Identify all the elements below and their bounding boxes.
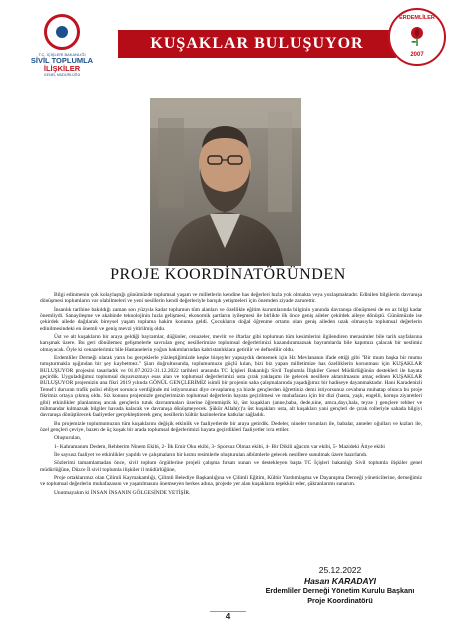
paragraph: İnsanlık tarihine bakıldığı zaman son yüzyıla kadar toplumun tüm alanları ve özellikle eğitim kurumlarında bilginin yanında davranışa dönüşmesi de en az bilgi kadar önemliydi. Sanayileşme ve akabinde teknolojinin hızla gelişmesi, ekonomik şartların iyileşmesi ile birlikte ilk önce geniş aileler çekirdek aileye dönüştü. Günümüzde ise çekirdek ailede dağılarak bireysel yaşam topluma hakim konuma geldi. Çocukların doğal öğrenme ortamı olan geniş aileden uzak olmasıyla toplumsal değerlerin edinilmesindeki en önemli ve geniş mevzi yitirilmiş oldu. [40,306,422,332]
portrait-image [150,98,301,266]
section-title: PROJE KOORDİNATÖRÜNDEN [110,266,346,283]
erdemliler-logo-name: ERDEMLİLER [399,15,435,21]
rose-icon [406,25,428,47]
signature-role: Proje Koordinatörü [307,596,373,605]
erdemliler-logo-year: 2007 [410,52,424,58]
erdemliler-logo [388,8,446,66]
paragraph: Oluşturulan, [54,435,82,442]
paragraph: İle saysısz faaliyet ve etkinlikler yapıldı ve çalışmaların bir kısmı resimlerle oluşturulan albümlerle gelecek nesillere sunulmak üzere hazırlandı. [54,451,368,458]
paragraph: Proje ortaklarımız olan Çilimli Kaymakamlığı, Çilimli Belediye Başkanlığına ve Çilimli Eğitim, Kültür Yardımlaşma ve Dayanışma Derneği yöneticilerine, derneğimiz ve toplumsal değerlerin muhafazasını ve yaşatılmasını önemseyen herkes adına, projede yer alan kuşakların teşekkür eder, şükranlarımı sunarım. [40,474,422,488]
stk-logo-line2: SİVİL TOPLUMLA [30,56,94,65]
page-number: 4 [210,611,246,624]
paragraph: Erdemliler Derneği olarak yarın bu gerçeklerle yüzleştiğimizde keşke birşeyler yapsaydık dememek için Hz Mevlananın ifade ettiği gibi "Bir mum başka bir mumu tutuşturmakla ışığından bir şey kaybetmez." Şiarı doğrultusunda, toplumumuzu güçlü kılan, bizi biz yapan milletimize has özelliklerin korunması için KUŞAKLAR BULUŞUYOR projesini tasarladık ve 01.07.2022-31.12.2022 tarihleri arasında TC İçişleri Bakanlığı Sivil Toplumla İlişkiler Genel Müdürlüğünün destekleri ile hayata geçirdik. Uyguladığımız toplumsal duyarsızmayı esas alan ve toplumsal değerlerimizi usta çırak yaklaşımı ile gelecek nesillere aktarılmasını amaç edinen KUŞAKLAR BULUŞUYOR projemizin ana fikri 2019 yılında GÖNÜL GENÇLERİMİZ isimli bir projenin saha çalışmalarında yaşadığımız bir hadiseye dayanmaktadır. Hani Karadenizli Temel'i dururan trafik polisi ehliyet sorunca verdiğinde mi istiyorsunuz diye cevaplamış ya bizde gençlerden öğrettiniz demi istiyorsunuz cevabına muhatap olunca bu proje fikrimiz ortaya çıkmış oldu. Siz konusu projemizle gençlerimizin toplumsal değerlerin hayata geçirilmesi ve muhafazası için bir dizi (hasta, yaşlı, engelli, komşu ziyaretleri gibi) etkinlikler planlanmış ancak gençlerin tutuk davranmaları üzerine öğrenmiştik ki, üst kuşakları (anne,baba, dede,nine, amca,dayı,hala, teyze ) gençlere rehber ve mihmandar kılmazsak bilgiler havada kalacak ve davranışa dönüşmeyecek. Şükür Allah(c)'a üst kuşakları usta, alt kuşakları yani gençleri de çırak rolleriyle sahada bilgiyi davranışa dönüştürecek faaliyetler gerçekleştirerek genç nesillerin kültür hazinelerine katkılar sağladık. [40,355,422,419]
signature-role: Erdemliler Derneği Yönetim Kurulu Başkanı [265,586,415,595]
page-title: KUŞAKLAR BULUŞUYOR [150,35,364,52]
stk-logo [18,14,106,88]
paragraph: Sözlerimi tamamlamadan önce, sivil toplum örgütlerine projeli çalışma fırsatı sunan ve destekleyen başta TC İçişleri bakanlığı Sivil toplumla ilişkiler genel müdürlüğüne, Düzce İl sivil toplumla ilişkiler il müdürlüğüne, [40,460,422,473]
signature-block [250,565,430,606]
stk-logo-line1: T.C. İÇİŞLERİ BAKANLIĞI [38,52,86,57]
stk-logo-line3: İLİŞKİLER [43,64,81,73]
paragraph: Bu projemizle toplumumuzun tüm kuşaklarını değişik etkinlik ve faaliyetlerde bir araya getirdik. Dedeler, nineler torunları ile, babalar, anneler oğulları ve kızları ile, özel gençleri çeviye, bazen de üç kuşak bir arada toplumsal değerlerimizi hayata geçirdikleri faaliyetler icra ettiler. [40,420,422,433]
stk-logo-line4: GENEL MÜDÜRLÜĞÜ [43,73,81,77]
article-body [40,292,422,498]
signature-name: Hasan KARADAYI [303,576,377,586]
coordinator-photo [150,98,301,266]
paragraph: Unutmayalım ki İNSAN İNSANIN GÖLGESİNDE YETİŞİR. [54,489,191,496]
header [0,0,456,96]
paragraph: Bilgi edinmenin çok kolaylaştığı günümüzde toplumsal yaşam ve milletlerin kendine has değerleri hızla yok olmakta veya yozlaşmaktadır. Edinilen bilgilerin davranışa dönüşmesi toplumların var olabilmeleri ve yeni nesillerin kendi değerleriyle barışık yetişmeleri için önemden ziyade zarurettir. [40,292,422,305]
signature-date: 25.12.2022 [318,565,362,575]
title-bar [118,30,396,58]
paragraph: 1- Kahramanım Dedem, Rehberim Ninem Ekibi, 2- İlk Emir Oku ekibi, 3- Sporsuz Olmaz ekibi, 4- Bir Dikili ağacım var ekibi, 5- Mazideki Ätiye ekibi [54,443,385,450]
stk-emblem-icon [44,14,80,50]
paragraph: Üst ve alt kuşakların bir araya geldiği bayramlar, düğünler, cenazeler, mevlit ve iftarlar gibi toplumun tüm kesimlerini ilgilendiren merasimler bile tarih sayfalarına karışmak üzere. Bu geri dönülemez gelişmelerle savrulan genç nesillerimize toplumsal değerlerimizi kazandıramazsak bayramlarda bile kapımızı çalacak bir neslimiz olmayacak. Öyle ki cenazelerimiz bile Hastanelerin yoğun bakımlarından kabristanlıklara getirilir ve defnedilir oldu. [40,334,422,353]
